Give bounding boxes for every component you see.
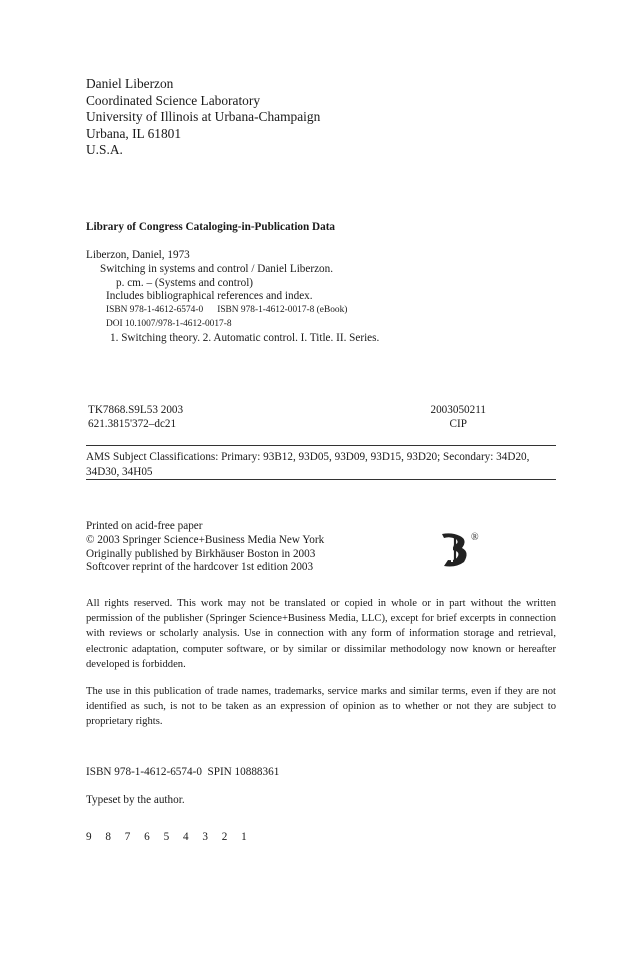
author-city: Urbana, IL 61801	[86, 125, 182, 141]
birkhauser-logo	[438, 530, 488, 570]
dewey-class: 621.3815'372–dc21	[88, 417, 177, 430]
cip-notes-line: Includes bibliographical references and index.	[106, 290, 313, 303]
lccn: 2003050211	[430, 404, 486, 416]
copyright-line: © 2003 Springer Science+Business Media New York	[86, 533, 325, 546]
author-university: University of Illinois at Urbana-Champaign	[86, 109, 321, 124]
typeset-note: Typeset by the author.	[86, 794, 185, 806]
acid-free-line: Printed on acid-free paper	[86, 520, 203, 532]
rule-bottom	[86, 479, 556, 480]
cip-entry: Liberzon, Daniel, 1973	[86, 249, 190, 261]
author-lab: Coordinated Science Laboratory	[86, 92, 261, 108]
rights-paragraph: All rights reserved. This work may not be translated or copied in whole or in part without the written permission of the publisher (Springer Science+Business Media, LLC), except for brief excerpts in connection with reviews or scholarly analysis. Use in connection with any form of information storage and retrieval, electronic adaptation, computer software, or by similar or dissimilar methodology now known or hereafter developed is forbidden.	[86, 598, 556, 670]
cip-subjects-line: 1. Switching theory. 2. Automatic control. I. Title. II. Series.	[110, 331, 380, 344]
reprint-line: Softcover reprint of the hardcover 1st edition 2003	[86, 561, 314, 574]
classification-row	[86, 404, 556, 432]
cip-series-line: p. cm. – (Systems and control)	[116, 276, 254, 289]
printing-info	[86, 520, 324, 575]
lccn-block	[430, 404, 486, 432]
cip-block	[86, 249, 566, 346]
rule-top	[86, 445, 556, 446]
originally-published-line: Originally published by Birkhäuser Boston in 2003	[86, 547, 316, 560]
cip-heading: Library of Congress Cataloging-in-Publication Data	[86, 221, 336, 233]
print-line: 9 8 7 6 5 4 3 2 1	[86, 831, 253, 843]
author-name: Daniel Liberzon	[86, 76, 174, 91]
birkhauser-logo-icon	[438, 530, 488, 570]
author-address	[86, 76, 320, 159]
cip-label: CIP	[449, 417, 467, 430]
cip-title-line: Switching in systems and control / Daniel Liberzon.	[100, 262, 334, 275]
cip-isbn-line: ISBN 978-1-4612-6574-0 ISBN 978-1-4612-0017-8 (eBook)	[106, 305, 348, 316]
author-country: U.S.A.	[86, 142, 123, 157]
ams-classifications: AMS Subject Classifications: Primary: 93B12, 93D05, 93D09, 93D15, 93D20; Secondary: 34D20, 34D30, 34H05	[86, 451, 530, 478]
trademark-paragraph: The use in this publication of trade names, trademarks, service marks and similar terms, even if they are not identified as such, is not to be taken as an expression of opinion as to whether or not they are subject to proprietary rights.	[86, 686, 556, 728]
registered-mark: ®	[471, 532, 479, 543]
isbn-spin: ISBN 978-1-4612-6574-0 SPIN 10888361	[86, 766, 280, 778]
lc-class: TK7868.S9L53 2003	[88, 404, 184, 416]
cip-doi-line: DOI 10.1007/978-1-4612-0017-8	[106, 318, 232, 329]
